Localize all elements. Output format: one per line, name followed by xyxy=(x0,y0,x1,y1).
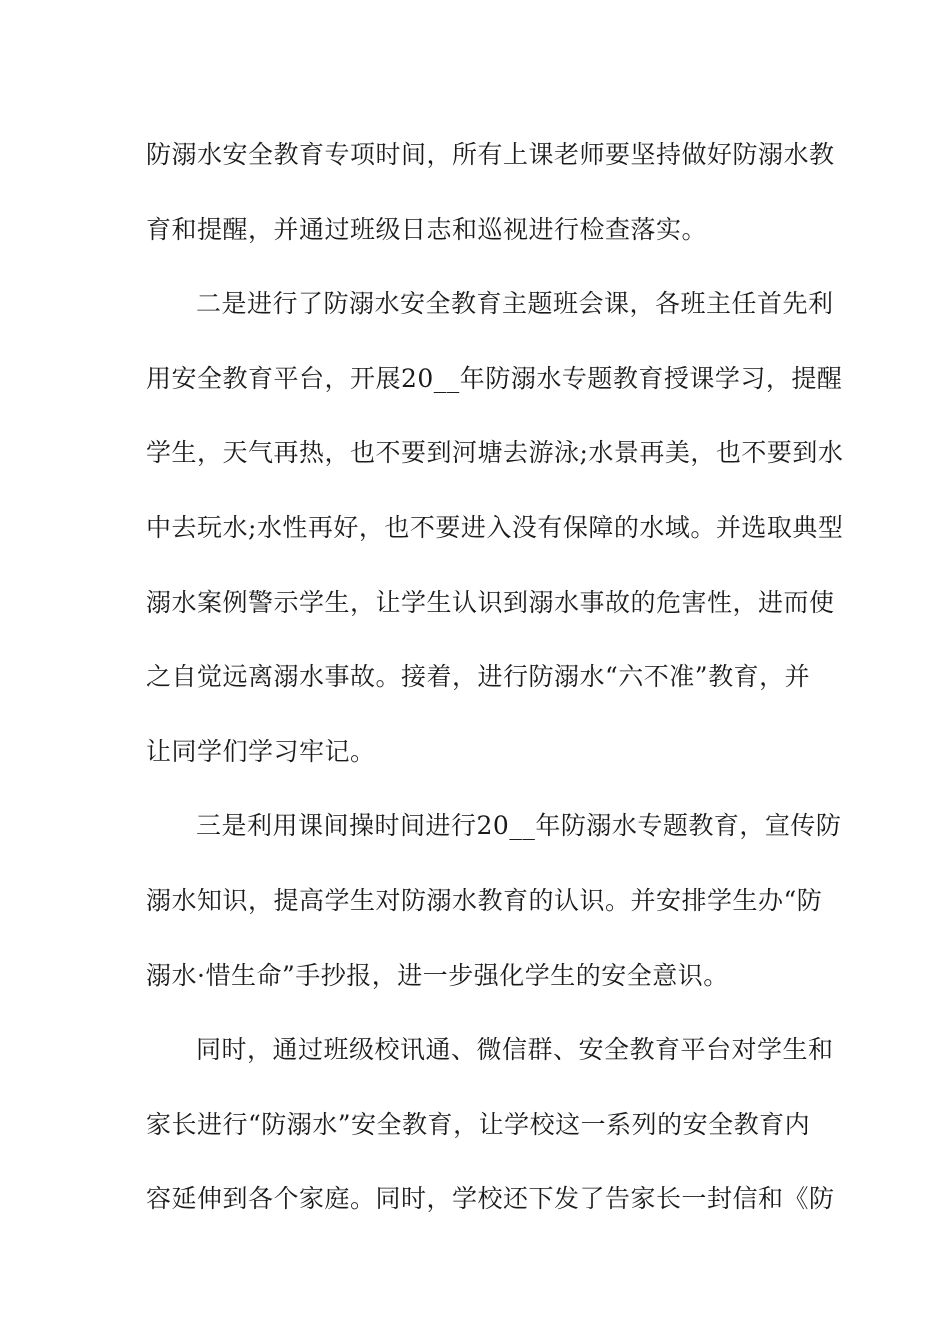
document-body xyxy=(146,118,844,1237)
paragraph-3 xyxy=(146,789,842,1013)
paragraph-4 xyxy=(146,1013,835,1237)
text-line: 学生，天气再热，也不要到河塘去游泳;水景再美，也不要到水 xyxy=(146,438,844,468)
text-line: 让同学们学习牢记。 xyxy=(146,736,376,766)
text-line: 溺水知识，提高学生对防溺水教育的认识。并安排学生办“防 xyxy=(146,885,823,915)
text-line: 三是利用课间操时间进行20__年防溺水专题教育，宣传防 xyxy=(196,811,842,841)
text-line: 中去玩水;水性再好，也不要进入没有保障的水域。并选取典型 xyxy=(146,512,844,542)
text-line: 育和提醒，并通过班级日志和巡视进行检查落实。 xyxy=(146,214,708,244)
paragraph-1 xyxy=(146,118,835,267)
paragraph-2 xyxy=(146,267,844,789)
text-line: 溺水·惜生命”手抄报，进一步强化学生的安全意识。 xyxy=(146,960,729,990)
text-line: 防溺水安全教育专项时间，所有上课老师要坚持做好防溺水教 xyxy=(146,140,835,169)
text-line: 容延伸到各个家庭。同时，学校还下发了告家长一封信和《防 xyxy=(146,1184,835,1214)
text-line: 用安全教育平台，开展20__年防溺水专题教育授课学习，提醒 xyxy=(146,363,843,393)
text-line: 同时，通过班级校讯通、微信群、安全教育平台对学生和 xyxy=(196,1035,834,1065)
text-line: 之自觉远离溺水事故。接着，进行防溺水“六不准”教育，并 xyxy=(146,662,811,692)
text-line: 家长进行“防溺水”安全教育，让学校这一系列的安全教育内 xyxy=(146,1109,811,1139)
text-line: 溺水案例警示学生，让学生认识到溺水事故的危害性，进而使 xyxy=(146,587,835,617)
text-line: 二是进行了防溺水安全教育主题班会课，各班主任首先利 xyxy=(196,289,834,319)
